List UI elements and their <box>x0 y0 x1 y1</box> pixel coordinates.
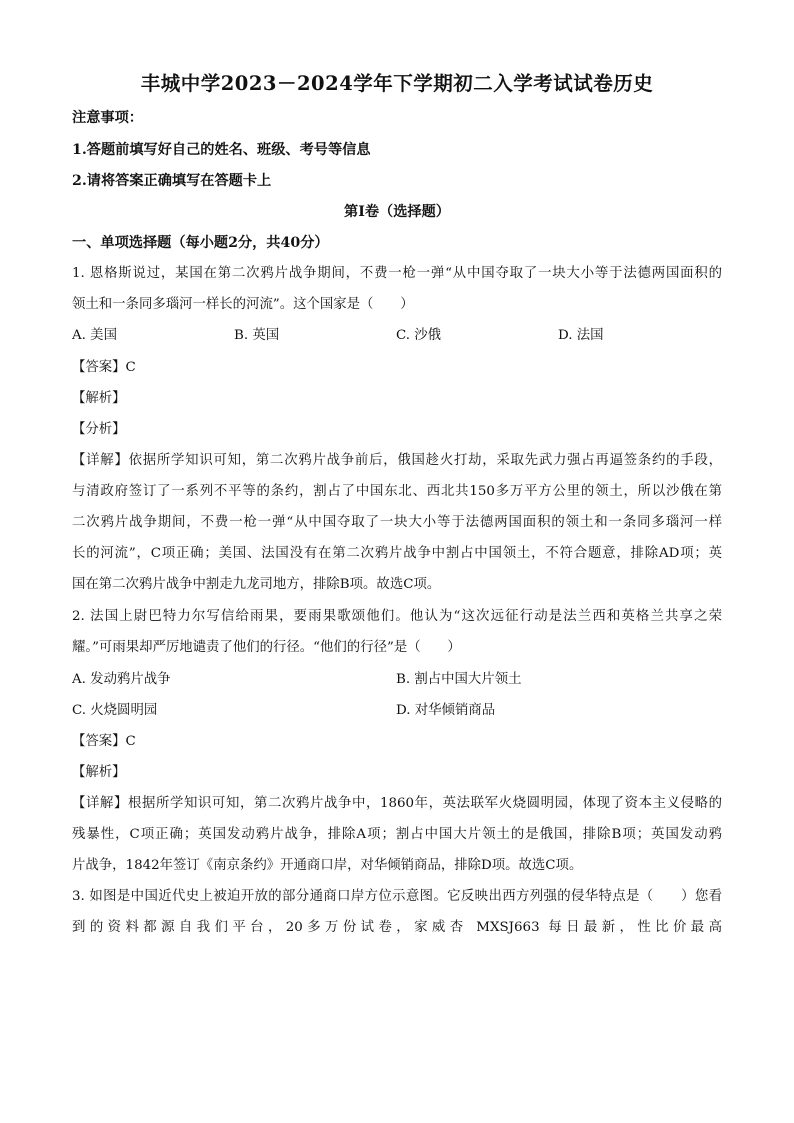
q2-detail-line-1: 【详解】根据所学知识可知，第二次鸦片战争中，1860年，英法联军火烧圆明园，体现了资本主义侵略的 <box>72 796 722 811</box>
notice-heading: 注意事项： <box>72 110 143 126</box>
section-title: 第I卷（选择题） <box>344 204 450 220</box>
q2-analysis-tag: 【解析】 <box>72 765 126 780</box>
notice-item-1: 1.答题前填写好自己的姓名、班级、考号等信息 <box>72 142 371 158</box>
q1-detail-line-4: 长的河流”，C项正确；美国、法国没有在第二次鸦片战争中割占中国领土，不符合题意，排除AD项；英 <box>72 546 722 561</box>
q1-stem-line-2: 领土和一条同多瑙河一样长的河流”。这个国家是（ ） <box>72 297 414 312</box>
q1-option-c: C. 沙俄 <box>396 328 442 343</box>
notice-item-2: 2.请将答案正确填写在答题卡上 <box>72 173 272 189</box>
q2-option-b: B. 割占中国大片领土 <box>396 672 522 687</box>
q2-answer: 【答案】C <box>72 734 136 749</box>
q1-option-d: D. 法国 <box>558 328 604 343</box>
q1-answer: 【答案】C <box>72 360 136 375</box>
q1-detail-line-3: 二次鸦片战争期间，不费一枪一弹“从中国夺取了一块大小等于法德两国面积的领土和一条同多瑙河一样 <box>72 515 722 530</box>
q2-detail-line-3: 片战争，1842年签订《南京条约》开通商口岸，对华倾销商品，排除D项。故选C项。 <box>72 858 583 873</box>
part-title: 一、单项选择题（每小题2分，共40分） <box>72 235 329 251</box>
q1-fenxi-tag: 【分析】 <box>72 422 126 437</box>
q1-detail-line-5: 国在第二次鸦片战争中割走九龙司地方，排除B项。故选C项。 <box>72 577 441 592</box>
q1-analysis-tag: 【解析】 <box>72 391 126 406</box>
q2-stem-line-2: 耀。”可雨果却严厉地谴责了他们的行径。“他们的行径”是（ ） <box>72 640 461 655</box>
q3-stem-line-1: 3. 如图是中国近代史上被迫开放的部分通商口岸方位示意图。它反映出西方列强的侵华特点是（ ）您看 <box>72 889 722 904</box>
q1-option-a: A. 美国 <box>72 328 117 343</box>
q1-option-b: B. 英国 <box>234 328 280 343</box>
page-title: 丰城中学2023－2024学年下学期初二入学考试试卷历史 <box>140 72 654 95</box>
q2-option-a: A. 发动鸦片战争 <box>72 672 171 687</box>
q2-option-d: D. 对华倾销商品 <box>396 703 496 718</box>
q3-stem-line-2: 到的资料都源自我们平台，20多万份试卷，家威杏 MXSJ663 每日最新，性比价最高 <box>72 920 722 935</box>
q1-stem-line-1: 1. 恩格斯说过，某国在第二次鸦片战争期间，不费一枪一弹“从中国夺取了一块大小等于法德两国面积的 <box>72 266 722 281</box>
q1-detail-line-2: 与清政府签订了一系列不平等的条约，割占了中国东北、西北共150多万平方公里的领土，所以沙俄在第 <box>72 484 722 499</box>
q2-option-c: C. 火烧圆明园 <box>72 703 158 718</box>
q1-detail-line-1: 【详解】依据所学知识可知，第二次鸦片战争前后，俄国趁火打劫，采取先武力强占再逼签条约的手段， <box>72 453 722 468</box>
q2-stem-line-1: 2. 法国上尉巴特力尔写信给雨果，要雨果歌颂他们。他认为“这次远征行动是法兰西和英格兰共享之荣 <box>72 609 722 624</box>
q2-detail-line-2: 残暴性，C项正确；英国发动鸦片战争，排除A项；割占中国大片领土的是俄国，排除B项；英国发动鸦 <box>72 827 722 842</box>
